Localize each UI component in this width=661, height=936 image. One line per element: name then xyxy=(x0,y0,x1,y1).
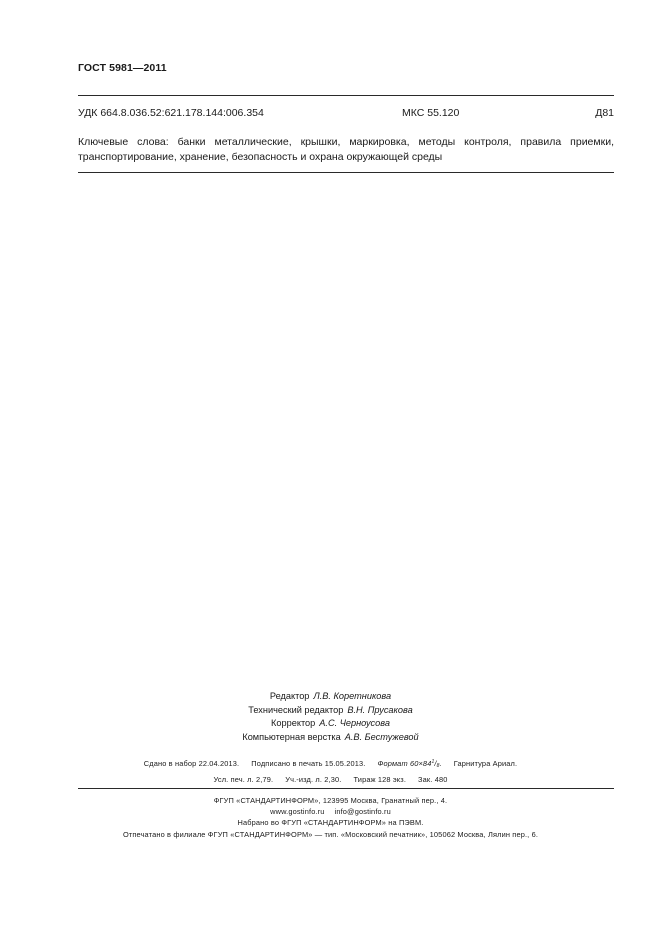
typeface: Гарнитура Ариал. xyxy=(453,759,518,768)
credit-tech-editor xyxy=(0,704,661,718)
print-info-row-2 xyxy=(0,773,661,786)
submitted-date: Сдано в набор 22.04.2013. xyxy=(143,759,240,768)
document-code: ГОСТ 5981—2011 xyxy=(78,62,167,74)
print-run: Тираж 128 экз. xyxy=(353,775,407,784)
printed-note: Отпечатано в филиале ФГУП «СТАНДАРТИНФОРМ» — тип. «Московский печатник», 105062 Москва, Лялин пер., 6. xyxy=(122,829,539,839)
credit-role: Технический редактор xyxy=(248,704,344,715)
credit-layout xyxy=(0,731,661,745)
credit-person: А.В. Бестужевой xyxy=(344,731,419,742)
print-info-row-1 xyxy=(0,756,661,773)
credit-proofreader xyxy=(0,717,661,731)
keywords-divider xyxy=(78,172,614,173)
mks-code: МКС 55.120 xyxy=(402,107,460,119)
credit-role: Редактор xyxy=(269,691,310,701)
edition-sheets: Уч.-изд. л. 2,30. xyxy=(285,775,342,784)
credit-person: В.Н. Прусакова xyxy=(347,704,413,715)
print-sheets: Усл. печ. л. 2,79. xyxy=(213,775,274,784)
publisher-website[interactable]: www.gostinfo.ru xyxy=(270,807,325,817)
publisher-block xyxy=(0,795,661,840)
credit-role: Корректор xyxy=(271,718,316,728)
credit-person: Л.В. Коретникова xyxy=(313,691,392,701)
format-denominator: 8 xyxy=(436,763,440,769)
order-number: Зак. 480 xyxy=(418,775,448,784)
publisher-email[interactable]: info@gostinfo.ru xyxy=(334,807,391,817)
credit-role: Компьютерная верстка xyxy=(242,731,341,742)
publisher-address: ФГУП «СТАНДАРТИНФОРМ», 123995 Москва, Гранатный пер., 4. xyxy=(213,796,448,805)
format-numerator: 1 xyxy=(431,759,435,765)
imprint-divider xyxy=(78,788,614,789)
header-divider xyxy=(78,95,614,96)
publisher-contacts xyxy=(0,806,661,817)
classification-row xyxy=(78,107,614,121)
paper-format: Формат $60\times 84^1/_8$. xyxy=(377,759,442,769)
group-code: Д81 xyxy=(595,107,614,119)
typeset-note: Набрано во ФГУП «СТАНДАРТИНФОРМ» на ПЭВМ. xyxy=(237,818,424,828)
signed-date: Подписано в печать 15.05.2013. xyxy=(251,759,366,768)
credit-person: А.С. Черноусова xyxy=(319,718,390,728)
format-label: Формат 60×84 xyxy=(377,759,432,768)
udk-code: УДК 664.8.036.52:621.178.144:006.354 xyxy=(78,107,264,119)
keywords-paragraph: Ключевые слова: банки металлические, крышки, маркировка, методы контроля, правила приемки, транспортирование, хранение, безопасность и охрана окружающей среды xyxy=(78,136,614,163)
print-info-block xyxy=(0,756,661,786)
credits-block xyxy=(0,690,661,744)
credit-editor xyxy=(0,690,661,704)
